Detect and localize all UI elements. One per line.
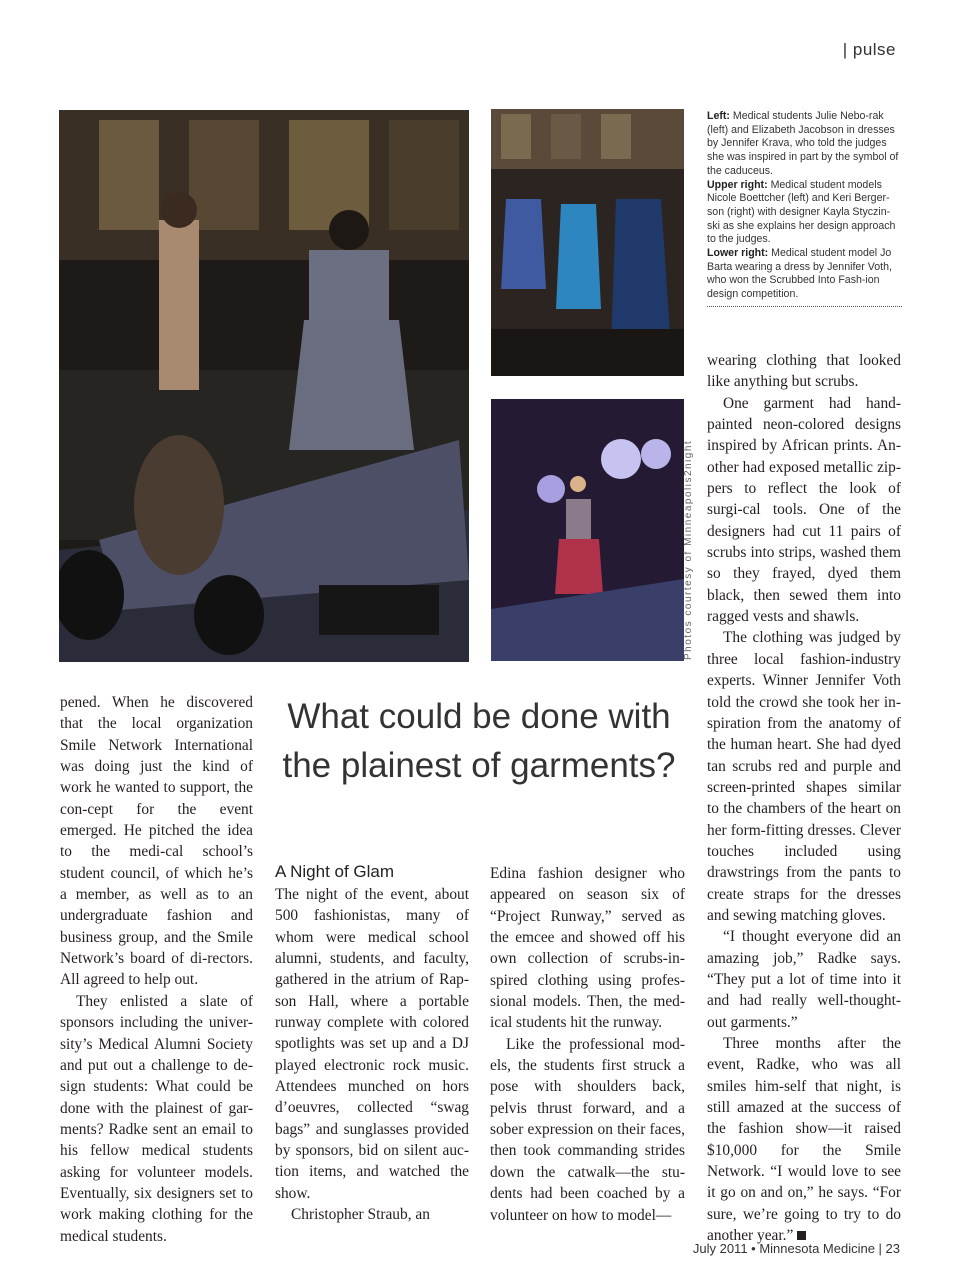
pull-quote: What could be done with the plainest of garments? xyxy=(282,697,676,785)
paragraph: Christopher Straub, an xyxy=(291,1206,430,1224)
page-footer: July 2011 • Minnesota Medicine | 23 xyxy=(692,1241,900,1256)
photo-credit: Photos courtesy of Minneapolis2night xyxy=(683,439,694,660)
article-column-middle-second xyxy=(490,863,685,1226)
paragraph: wearing clothing that looked like anything but scrubs. xyxy=(707,352,901,391)
photo-upper-right-models-designer xyxy=(491,109,684,376)
paragraph: “I thought everyone did an amazing job,” Radke says. “They put a lot of time into it and had really well-thought-out garments.” xyxy=(707,928,901,1031)
subhead: A Night of Glam xyxy=(275,862,395,881)
paragraph-final: Three months after the event, Radke, who was all smiles him-self that night, is still amazed at the success of the fashion show—it raised $10,000 for the Smile Network. “I would love to see it go on and on,” he says. “For sure, we’re going to try to do another year.” xyxy=(707,1035,901,1245)
paragraph: One garment had hand-painted neon-colored designs inspired by African prints. An-other had exposed metallic zip-pers to reflect the look of surgi-cal tools. One of the designers had cut 11 pairs of scrubs into strips, washed them so they frayed, dyed them black, then sewed them into ragged vests and shawls. xyxy=(707,394,901,626)
section-tag: | pulse xyxy=(842,40,896,59)
paragraph: They enlisted a slate of sponsors including the univer-sity’s Medical Alumni Society and put out a challenge to de-sign students: What could be done with the plainest of gar-ments? Radke sent an email to his fellow medical students asking for volunteer models. Eventually, six designers set to work making clothing for the medical students. xyxy=(60,992,253,1245)
caption-lower-right: Lower right: Medical student model Jo Barta wearing a dress by Jennifer Voth, who won the Scrubbed Into Fash-ion design competition. xyxy=(707,247,892,301)
article-column-left xyxy=(60,692,253,1247)
article-column-middle xyxy=(275,884,469,1226)
article-column-right xyxy=(707,350,901,1246)
paragraph: The clothing was judged by three local fashion-industry experts. Winner Jennifer Voth told the crowd she took her in-spiration from the anatomy of the human heart. She had dyed tan scrubs red and purple and screen-printed shapes similar to the chambers of the heart on her form-fitting dresses. Clever touches included using drawstrings from the pants to create straps for the dresses and sewing matching gloves. xyxy=(707,629,901,924)
photo-captions xyxy=(707,110,902,307)
photo-lower-right-runway xyxy=(491,399,684,661)
paragraph: The night of the event, about 500 fashionistas, many of whom were medical school alumni, students, and faculty, gathered in the atrium of Rap-son Hall, where a portable runway complete with colored spotlights was set up and a DJ played electronic rock music. Attendees munched on hors d’oeuvres, collected “swag bags” and sunglasses provided by sponsors, bid on silent auc-tion items, and watched the show. xyxy=(275,886,469,1202)
photo-left-runway-models xyxy=(59,110,469,662)
paragraph: Edina fashion designer who appeared on season six of “Project Runway,” served as the emcee and showed off his own collection of scrubs-in-spired clothing using profes-sional models. Then, the med-ical students hit the runway. xyxy=(490,865,685,1032)
end-mark-icon xyxy=(797,1231,806,1240)
caption-upper-right: Upper right: Medical student models Nicole Boettcher (left) and Keri Berger-son (right) with designer Kayla Styczin-ski as she explains her design approach to the judges. xyxy=(707,178,896,246)
paragraph: Like the professional mod-els, the students first struck a pose with shoulders back, pelvis thrust forward, and a sober expression on their faces, then took commanding strides down the catwalk—the stu-dents had been coached by a volunteer on how to model— xyxy=(490,1035,685,1224)
paragraph: pened. When he discovered that the local organization Smile Network International was doing just the kind of work he wanted to support, the con-cept for the event emerged. He pitched the idea to the medi-cal school’s student council, of which he’s a member, as well as to an undergraduate fashion and business group, and the Smile Network’s board of di-rectors. All agreed to help out. xyxy=(60,694,253,989)
caption-left: Left: Medical students Julie Nebo-rak (left) and Elizabeth Jacobson in dresses by Jennifer Krava, who told the judges she was inspired in part by the symbol of the caduceus. xyxy=(707,110,899,177)
